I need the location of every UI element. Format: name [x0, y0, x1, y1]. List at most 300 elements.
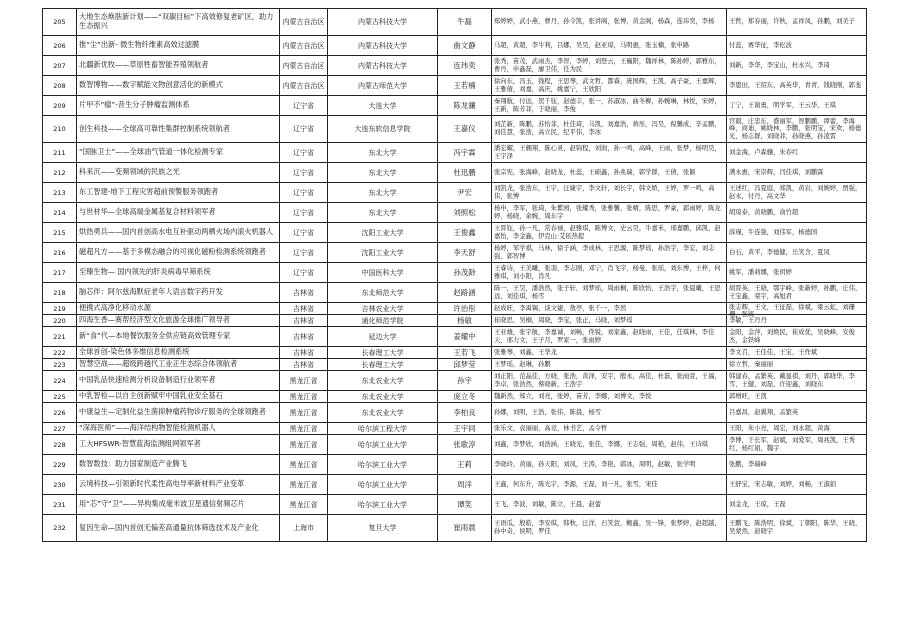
row-number-text: 218 — [53, 288, 66, 297]
advisors-cell — [727, 183, 867, 203]
row-number-cell — [43, 76, 77, 96]
members-text: 张雅琴，刘鑫，王华龙 — [494, 348, 557, 356]
province-cell — [280, 263, 328, 283]
project-title-text: 用“芯”守“卫”——异构集成毫米波卫星通信射频芯片 — [79, 499, 245, 509]
project-title-text: 全球首创-染色体多维信息检测系统 — [79, 347, 190, 357]
members-cell — [492, 371, 727, 391]
leader-text: 王莉 — [457, 459, 472, 469]
school-text: 内蒙古科技大学 — [358, 18, 407, 26]
advisors-cell — [727, 9, 867, 36]
row-number-text: 222 — [53, 348, 66, 357]
members-cell — [492, 403, 727, 423]
province-cell — [280, 143, 328, 163]
row-number-cell — [43, 9, 77, 36]
project-title-cell — [77, 403, 280, 423]
row-number-cell — [43, 56, 77, 76]
advisors-text: 张鹏，李瑞峰 — [729, 460, 767, 468]
advisors-text: 徐立哲，秦丽丽 — [729, 360, 774, 368]
advisors-text: 刘金海，卢森骧，朱春红 — [729, 148, 799, 156]
province-text: 辽宁省 — [293, 125, 314, 133]
advisors-text: 张志辉，王文，王征磊，徐斌，梁云虹，刘珊珊，张宾 — [729, 303, 855, 319]
school-text: 沈阳工业大学 — [361, 248, 404, 257]
row-number-cell — [43, 495, 77, 515]
project-title-cell — [77, 283, 280, 303]
members-cell — [492, 315, 727, 327]
advisors-text: 刘新，李华，李宝山，杜永兴，李琦 — [729, 61, 830, 69]
province-cell — [280, 371, 328, 391]
leader-cell — [438, 223, 492, 243]
row-number-cell — [43, 163, 77, 183]
leader-text: 周洋 — [457, 479, 472, 489]
province-text: 黑龙江省 — [289, 424, 318, 433]
table-row — [43, 515, 867, 542]
province-cell — [280, 455, 328, 475]
advisors-text: 吕嘉昌，赵翼翔，孟繁英 — [729, 408, 799, 416]
row-number-cell — [43, 359, 77, 371]
advisors-text: 王述红，冯夏庭，郑凯，黄岩，刘婉婷，贾强，赵永，付丹，高文华 — [729, 184, 862, 200]
row-number-text: 205 — [53, 18, 66, 26]
advisors-cell — [727, 371, 867, 391]
school-text: 东北农业大学 — [361, 376, 404, 385]
row-number-text: 230 — [53, 480, 66, 489]
members-text: 潘宏耀，王翱翔，陈心灵，赵锦程，刘润，孙一鸣，高峰，王雨，张梦，杨明昊，王宇泽 — [494, 144, 721, 160]
project-title-text: “国脉卫士”——全球油气管道一体化检测专家 — [79, 147, 224, 157]
table-row — [43, 143, 867, 163]
members-cell — [492, 143, 727, 163]
row-number-text: 213 — [53, 188, 66, 197]
leader-cell — [438, 371, 492, 391]
project-title-text: 中康益生—定制化益生菌抑肿瘤药物诊疗服务的全球领跑者 — [79, 407, 266, 417]
leader-cell — [438, 475, 492, 495]
province-text: 辽宁省 — [293, 248, 314, 257]
province-cell — [280, 36, 328, 56]
leader-cell — [438, 203, 492, 223]
members-cell — [492, 495, 727, 515]
leader-cell — [438, 359, 492, 371]
province-text: 辽宁省 — [293, 188, 314, 197]
school-cell — [328, 56, 438, 76]
leader-text: 连玮奕 — [453, 60, 476, 70]
leader-cell — [438, 391, 492, 403]
members-cell — [492, 475, 727, 495]
province-cell — [280, 163, 328, 183]
table-row — [43, 96, 867, 116]
row-number-cell — [43, 223, 77, 243]
school-cell — [328, 475, 438, 495]
table-row — [43, 303, 867, 315]
members-cell — [492, 96, 727, 116]
table-row — [43, 36, 867, 56]
members-text: 刘凯龙，张浩东，王宇，汪婕宇，李文轩，刘长宇，韩文娇，王婷，罗一鸣，高伟，张博 — [494, 184, 715, 200]
members-text: 徐向东，冯玉，钱程，王思琴，武文哲，都睿，庞国辉，王凯，高子豪，王嘉辉，王雅倩，刘嘉，高庆，姚嘉宁，王欣阳 — [494, 77, 721, 93]
school-cell — [328, 315, 438, 327]
school-cell — [328, 495, 438, 515]
row-number-text: 224 — [53, 376, 66, 385]
leader-cell — [438, 56, 492, 76]
project-title-text: 科来沉——变频领域的民族之光 — [79, 167, 180, 177]
school-text: 东北大学 — [368, 168, 397, 177]
members-text: 张乐文，袁丽丽，高竞，林书艺，孟令哲 — [494, 424, 608, 432]
province-text: 黑龙江省 — [289, 440, 318, 449]
members-text: 秦翔航，付远，贺千钰，赵德丰，张一，苏淑冰，曲冬柳，孙婉琳，林悦，宋婷，王新，陈芳菲，于晓丽，李俊 — [494, 97, 721, 113]
school-cell — [328, 96, 438, 116]
project-title-text: 创生科技——全球高可靠性集群控制系统领航者 — [79, 123, 230, 133]
province-text: 吉林省 — [293, 304, 314, 313]
leader-text: 刘照松 — [453, 207, 476, 217]
table-row — [43, 423, 867, 435]
members-cell — [492, 283, 727, 303]
advisors-cell — [727, 475, 867, 495]
advisors-text: 李敏，王丹丹 — [729, 316, 767, 324]
project-title-text: 数智数技：助力国家制造产业腾飞 — [79, 459, 187, 469]
project-title-text: 新“食”代—本地餐饮服务全供应链高效管理专家 — [79, 331, 231, 341]
leader-cell — [438, 423, 492, 435]
row-number-cell — [43, 263, 77, 283]
advisors-cell — [727, 36, 867, 56]
school-text: 内蒙古科技大学 — [358, 41, 407, 50]
province-text: 辽宁省 — [293, 208, 314, 217]
school-cell — [328, 455, 438, 475]
school-cell — [328, 403, 438, 423]
leader-text: 尹宏 — [457, 187, 472, 197]
school-text: 延边大学 — [368, 332, 397, 341]
school-text: 大连东软信息学院 — [354, 125, 411, 133]
leader-text: 王若楠 — [453, 80, 476, 90]
advisors-cell — [727, 391, 867, 403]
province-text: 黑龙江省 — [289, 460, 318, 469]
school-cell — [328, 143, 438, 163]
school-cell — [328, 116, 438, 143]
school-text: 内蒙古师范大学 — [358, 81, 407, 90]
table-row — [43, 403, 867, 423]
province-cell — [280, 76, 328, 96]
members-cell — [492, 243, 727, 263]
province-cell — [280, 223, 328, 243]
advisors-cell — [727, 303, 867, 319]
members-text: 马超，黄超，李牛利，吕娜，吴昊，赵亚琼，马明惠，张玉楠，张申路 — [494, 41, 690, 49]
school-text: 东北大学 — [368, 188, 397, 197]
project-title-cell — [77, 455, 280, 475]
advisors-cell — [727, 223, 867, 243]
province-cell — [280, 515, 328, 542]
advisors-cell — [727, 76, 867, 96]
province-text: 辽宁省 — [293, 228, 314, 237]
row-number-cell — [43, 183, 77, 203]
project-title-text: 工大HFSWR-智慧蓝海监测组网领军者 — [79, 439, 201, 449]
leader-text: 王若飞 — [453, 347, 476, 357]
table-row — [43, 76, 867, 96]
members-cell — [492, 163, 727, 183]
advisors-cell — [727, 347, 867, 359]
project-title-cell — [77, 263, 280, 283]
province-text: 吉林省 — [293, 288, 314, 297]
leader-text: 杨敏 — [457, 315, 472, 325]
row-number-cell — [43, 327, 77, 347]
row-number-text: 214 — [53, 208, 66, 217]
row-number-cell — [43, 303, 77, 315]
members-text: 赵成旺，李禹锡，谈文婕，敖亭，张千一，李然 — [494, 304, 627, 312]
leader-text: 王嘉仪 — [453, 124, 476, 133]
school-cell — [328, 203, 438, 223]
leader-cell — [438, 435, 492, 455]
school-text: 沈阳工业大学 — [361, 228, 404, 237]
project-title-cell — [77, 223, 280, 243]
row-number-cell — [43, 515, 77, 542]
project-title-cell — [77, 36, 280, 56]
members-cell — [492, 56, 727, 76]
advisors-cell — [727, 116, 867, 143]
members-text: 李晓玲，黄丽，孙天阳，刘凤，王涛，李艳，郭冰，周明，赵敏，张学明 — [494, 460, 696, 468]
project-title-cell — [77, 515, 280, 542]
project-title-cell — [77, 76, 280, 96]
leader-cell — [438, 315, 492, 327]
row-number-text: 220 — [53, 316, 66, 325]
table-row — [43, 327, 867, 347]
province-text: 吉林省 — [293, 332, 314, 341]
members-text: 陈一，王昊，潘浩然，张子轩，刘梦瑶，周雨桐，陈欣怡，王浩宇，张晨曦，王思远，刘佳琪，杨雪 — [494, 284, 721, 300]
advisors-cell — [727, 283, 867, 303]
school-cell — [328, 327, 438, 347]
advisors-text: 官毅，庄忠东，盛丽军，智鹏鹏，谭蕾，李海峰，商迪，姚晓林，李鹏，张明宝，宋欢，杨德光，杨志群，刘晓菲，孙晓燕，孙凌霄 — [729, 117, 862, 140]
province-cell — [280, 9, 328, 36]
row-number-cell — [43, 403, 77, 423]
advisors-text: 姚军，潘莉娜，张玥婷 — [729, 268, 792, 276]
project-title-text: 磁超凡方——基于多模态融合的可视化磁粉检测系统领跑者 — [79, 247, 266, 257]
province-cell — [280, 475, 328, 495]
table-row — [43, 391, 867, 403]
leader-text: 孙宇 — [457, 375, 472, 385]
row-number-cell — [43, 143, 77, 163]
row-number-cell — [43, 283, 77, 303]
province-text: 辽宁省 — [293, 268, 314, 277]
province-cell — [280, 303, 328, 315]
members-cell — [492, 359, 727, 371]
leader-cell — [438, 76, 492, 96]
leader-text: 杜迅鹏 — [453, 167, 476, 177]
project-title-text: 烘热勇兵——国内首创高水电互补驱动两栖火场内滚火机器人 — [79, 227, 274, 237]
row-number-cell — [43, 203, 77, 223]
leader-cell — [438, 283, 492, 303]
row-number-cell — [43, 36, 77, 56]
members-cell — [492, 327, 727, 347]
school-cell — [328, 347, 438, 359]
members-cell — [492, 223, 727, 243]
row-number-cell — [43, 315, 77, 327]
members-cell — [492, 303, 727, 315]
project-title-cell — [77, 435, 280, 455]
advisors-cell — [727, 455, 867, 475]
school-text: 东北大学 — [368, 208, 397, 217]
row-number-cell — [43, 391, 77, 403]
row-number-cell — [43, 423, 77, 435]
leader-text: 孙茂龄 — [453, 267, 476, 277]
table-row — [43, 371, 867, 391]
project-title-cell — [77, 116, 280, 143]
province-text: 吉林省 — [293, 360, 314, 369]
province-text: 吉林省 — [293, 316, 314, 325]
advisors-text: 满永惠，宋崇辉，闫佳琪，刘鹏霖 — [729, 168, 824, 176]
project-title-text: 与世材华—全球高端金属基复合材料领军者 — [79, 207, 216, 217]
members-cell — [492, 116, 727, 143]
project-title-cell — [77, 9, 280, 36]
school-cell — [328, 223, 438, 243]
table-row — [43, 203, 867, 223]
school-text: 哈尔滨工业大学 — [358, 440, 407, 449]
school-cell — [328, 283, 438, 303]
row-number-text: 207 — [53, 61, 66, 70]
province-cell — [280, 315, 328, 327]
members-text: 魏新然，郑立，刘亮，张婷，苗芳，李娜，刘博文，李悦 — [494, 392, 652, 400]
leader-cell — [438, 96, 492, 116]
members-text: 王飞，李波，刘敏，陈立，王晨，赵蕾 — [494, 500, 602, 508]
school-text: 复旦大学 — [368, 524, 397, 532]
school-text: 东北农业大学 — [361, 392, 404, 401]
project-title-cell — [77, 163, 280, 183]
school-cell — [328, 303, 438, 315]
row-number-text: 216 — [53, 248, 66, 257]
row-number-text: 232 — [53, 524, 66, 532]
advisors-cell — [727, 315, 867, 327]
table-row — [43, 163, 867, 183]
table-row — [43, 315, 867, 327]
project-title-cell — [77, 203, 280, 223]
advisors-text: 王舒宝，宋志敏，刘婷，刘畅，王淑娟 — [729, 480, 837, 488]
members-cell — [492, 435, 727, 455]
leader-cell — [438, 327, 492, 347]
advisors-cell — [727, 243, 867, 263]
members-text: 王梦瑶，赵琳，孙鹏 — [494, 360, 551, 368]
row-number-text: 231 — [53, 500, 66, 509]
school-text: 哈尔滨工业大学 — [358, 460, 407, 469]
school-cell — [328, 263, 438, 283]
row-number-text: 227 — [53, 424, 66, 433]
row-number-text: 219 — [53, 304, 66, 313]
row-number-text: 229 — [53, 460, 66, 469]
leader-cell — [438, 303, 492, 315]
school-text: 东北大学 — [368, 148, 397, 157]
project-title-cell — [77, 327, 280, 347]
school-text: 大连大学 — [368, 101, 397, 110]
advisors-text: 胡琼泰，黄晓鹏，俞竹超 — [729, 208, 799, 216]
leader-text: 许治彤 — [453, 303, 476, 313]
table-row — [43, 347, 867, 359]
project-title-text: 片甲不“瘤”-昔生分子肿瘤监测体系 — [79, 100, 190, 110]
project-title-cell — [77, 143, 280, 163]
members-cell — [492, 347, 727, 359]
province-cell — [280, 327, 328, 347]
leader-text: 邱梦莹 — [453, 359, 476, 369]
row-number-text: 221 — [53, 332, 66, 341]
leader-text: 张歌淳 — [453, 439, 476, 449]
province-cell — [280, 56, 328, 76]
province-cell — [280, 403, 328, 423]
leader-cell — [438, 183, 492, 203]
leader-cell — [438, 495, 492, 515]
province-cell — [280, 347, 328, 359]
province-text: 内蒙古自治区 — [282, 18, 325, 26]
school-cell — [328, 423, 438, 435]
advisors-cell — [727, 163, 867, 183]
school-cell — [328, 515, 438, 542]
table-row — [43, 435, 867, 455]
row-number-cell — [43, 455, 77, 475]
school-text: 长春理工大学 — [361, 348, 404, 357]
school-cell — [328, 183, 438, 203]
advisors-cell — [727, 435, 867, 455]
school-cell — [328, 9, 438, 36]
province-text: 辽宁省 — [293, 148, 314, 157]
advisors-text: 胡晋英，王晓，鄂宇峰，张新婷，孙鹏，庄伟，王宝鑫，栾宇，高旭君 — [729, 284, 862, 300]
project-title-text: 中国乳品快速检测分析设备制造行业领军者 — [79, 375, 216, 385]
row-number-text: 225 — [53, 392, 66, 401]
advisors-cell — [727, 359, 867, 371]
advisors-cell — [727, 96, 867, 116]
province-text: 辽宁省 — [293, 101, 314, 110]
row-number-text: 228 — [53, 440, 66, 449]
leader-text: 谭笑 — [457, 499, 472, 509]
project-title-text: “深海医师”——海洋结构物智能检测机器人 — [79, 423, 216, 433]
members-text: 刘正阳，范晶佳，方晓，张浩，黄泽，安宇，殷永，高佳，杜磊，张雨萱，王福，李卓，张浩然，蔡晓新，王浩宇 — [494, 372, 721, 388]
advisors-text: 金阳，金萍，刘焕民，崔成优，吴晓峰，安俊杰，金铁峰 — [729, 328, 855, 344]
project-title-text: 脑芯伴：阿尔兹海默症老年人语言数字药开发 — [79, 287, 223, 297]
province-cell — [280, 243, 328, 263]
leader-cell — [438, 36, 492, 56]
province-cell — [280, 359, 328, 371]
row-number-cell — [43, 347, 77, 359]
members-text: 刘鑫，李梦欣，刘浩涵，王晓光，张佳，李娜，王志强，周艳，赵伟，王诗琪 — [494, 440, 709, 448]
table-row — [43, 359, 867, 371]
province-text: 吉林省 — [293, 348, 314, 357]
leader-cell — [438, 143, 492, 163]
members-cell — [492, 455, 727, 475]
leader-cell — [438, 9, 492, 36]
row-number-text: 210 — [53, 125, 66, 133]
school-text: 哈尔滨工业大学 — [358, 480, 407, 489]
table-row — [43, 116, 867, 143]
project-title-text: 便携式高净化移动水源 — [79, 303, 151, 313]
members-cell — [492, 36, 727, 56]
table-row — [43, 495, 867, 515]
school-cell — [328, 36, 438, 56]
advisors-text: 郭增旺，王凯 — [729, 392, 767, 400]
province-text: 黑龙江省 — [289, 376, 318, 385]
advisors-cell — [727, 423, 867, 435]
row-number-text: 223 — [53, 360, 66, 369]
school-cell — [328, 371, 438, 391]
table-row — [43, 9, 867, 36]
members-cell — [492, 515, 727, 542]
leader-cell — [438, 263, 492, 283]
members-text: 孙娜，刘明，王浩，张伟，陈晨，杨雪 — [494, 408, 602, 416]
leader-text: 牛磊 — [457, 17, 472, 26]
project-title-cell — [77, 303, 280, 315]
project-title-cell — [77, 56, 280, 76]
leader-cell — [438, 403, 492, 423]
project-title-cell — [77, 423, 280, 435]
project-title-cell — [77, 347, 280, 359]
province-cell — [280, 183, 328, 203]
table-row — [43, 283, 867, 303]
project-title-text: 复因生命—国内首创无偏差高通量抗体筛选技术及产业化 — [79, 522, 259, 532]
project-title-cell — [77, 243, 280, 263]
members-cell — [492, 76, 727, 96]
leader-text: 李柏良 — [453, 407, 476, 417]
advisors-text: 王哲，郑春丽，许秋，孟祥凤，孙鹏，刘美子 — [729, 18, 855, 26]
project-title-text: 北疆新优牧——草原牲畜智能养殖领航者 — [79, 60, 209, 70]
leader-cell — [438, 347, 492, 359]
advisors-cell — [727, 203, 867, 223]
school-text: 东北农业大学 — [361, 408, 404, 417]
